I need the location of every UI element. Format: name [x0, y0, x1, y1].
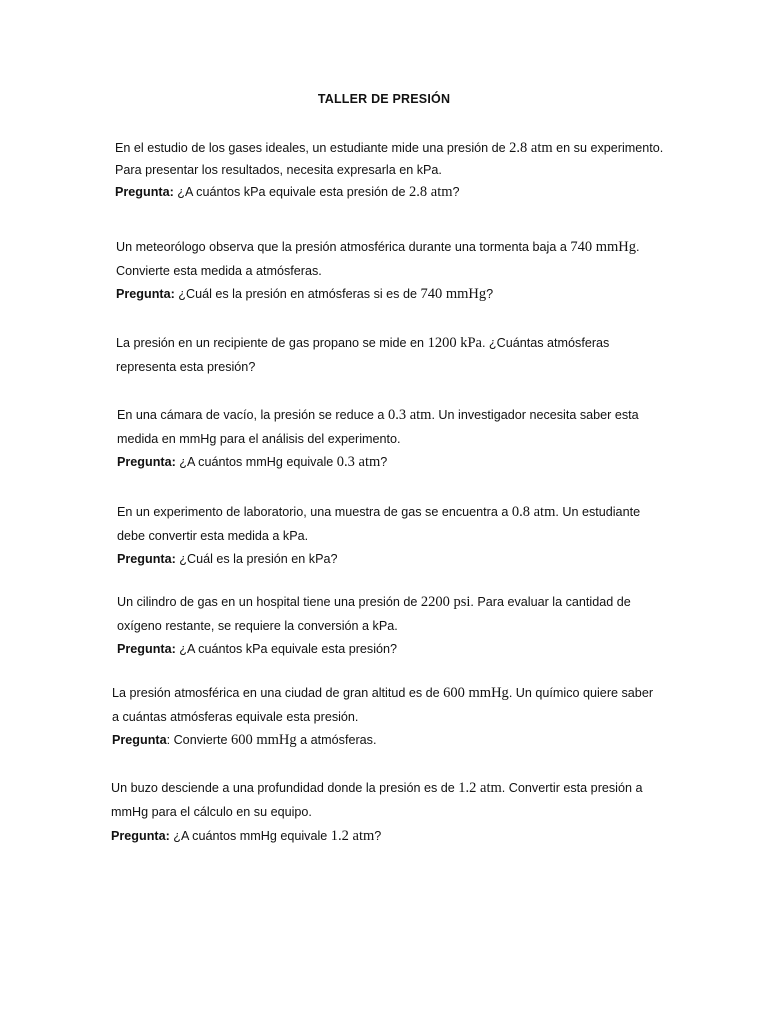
exercise-2	[116, 236, 640, 307]
question-label: Pregunta:	[111, 829, 170, 843]
text-run: : Convierte	[166, 733, 231, 747]
paragraph-line	[117, 404, 639, 428]
paragraph-line	[116, 355, 609, 379]
paragraph-line	[117, 548, 640, 572]
paragraph-line	[117, 638, 631, 662]
text-run: En una cámara de vacío, la presión se reduce a	[117, 408, 388, 422]
text-run: Un buzo desciende a una profundidad donde la presión es de	[111, 781, 459, 795]
math-value: 740 mmHg	[420, 286, 487, 302]
paragraph-line	[116, 260, 640, 284]
math-value: 2200 psi	[420, 594, 471, 610]
text-run: representa esta presión?	[116, 360, 256, 374]
question-label: Pregunta:	[117, 552, 176, 566]
text-run: ?	[374, 829, 382, 843]
math-value: 0.3 atm	[387, 407, 432, 423]
math-value: 1200 kPa	[427, 335, 482, 351]
text-run: en su experimento.	[552, 141, 664, 155]
paragraph-line	[112, 682, 653, 706]
text-run: ?	[452, 185, 460, 199]
text-run: ¿Cuál es la presión en kPa?	[175, 552, 338, 566]
text-run: En un experimento de laboratorio, una muestra de gas se encuentra a	[117, 505, 512, 519]
exercise-3	[116, 331, 609, 379]
text-run: Convierte esta medida a atmósferas.	[116, 263, 322, 278]
text-run: . ¿Cuántas atmósferas	[481, 336, 610, 350]
paragraph-line	[111, 824, 643, 848]
text-run: . Un químico quiere saber	[508, 686, 654, 700]
text-run: .	[636, 240, 640, 254]
math-value: 600 mmHg	[231, 732, 297, 748]
exercise-4	[117, 404, 639, 475]
text-run: Para presentar los resultados, necesita expresarla en kPa.	[115, 163, 442, 177]
text-run: ¿A cuántos kPa equivale esta presión de	[173, 185, 410, 199]
paragraph-line	[117, 501, 640, 525]
text-run: mmHg para el cálculo en su equipo.	[111, 805, 312, 819]
text-run: ?	[380, 455, 388, 469]
text-run: ¿Cuál es la presión en atmósferas si es de	[174, 287, 421, 301]
paragraph-line	[111, 800, 643, 824]
paragraph-line	[117, 591, 631, 615]
text-run: a atmósferas.	[296, 733, 377, 747]
math-value: 600 mmHg	[443, 685, 509, 701]
exercise-5	[117, 501, 640, 572]
paragraph-line	[116, 331, 609, 355]
math-value: 2.8 atm	[409, 184, 453, 200]
math-value: 1.2 atm	[330, 828, 375, 844]
paragraph-line	[115, 137, 663, 159]
text-run: La presión atmosférica en una ciudad de gran altitud es de	[112, 686, 444, 700]
paragraph-line	[116, 283, 640, 307]
exercise-1	[115, 137, 663, 203]
text-run: Un cilindro de gas en un hospital tiene una presión de	[117, 595, 421, 609]
paragraph-line	[117, 615, 631, 639]
text-run: ¿A cuántos mmHg equivale	[169, 829, 331, 843]
text-run: La presión en un recipiente de gas propano se mide en	[116, 336, 428, 350]
text-run: Un meteorólogo observa que la presión atmosférica durante una tormenta baja a	[116, 240, 571, 254]
exercise-8	[111, 776, 643, 848]
document-title: TALLER DE PRESIÓN	[317, 92, 451, 106]
text-run: . Un investigador necesita saber esta	[431, 408, 639, 422]
math-value: 740 mmHg	[570, 239, 637, 255]
paragraph-line	[115, 159, 663, 181]
question-label: Pregunta:	[115, 185, 174, 199]
text-run: En el estudio de los gases ideales, un estudiante mide una presión de	[115, 141, 510, 155]
paragraph-line	[117, 451, 639, 475]
question-label: Pregunta	[112, 733, 167, 747]
math-value: 1.2 atm	[458, 780, 502, 796]
exercise-7	[112, 682, 653, 753]
paragraph-line	[112, 706, 653, 730]
text-run: . Un estudiante	[555, 505, 641, 519]
paragraph-line	[112, 729, 653, 753]
text-run: . Convertir esta presión a	[501, 781, 643, 795]
paragraph-line	[117, 525, 640, 549]
text-run: ?	[486, 287, 494, 301]
paragraph-line	[111, 776, 643, 800]
paragraph-line	[115, 181, 663, 203]
math-value: 0.8 atm	[511, 504, 556, 520]
question-label: Pregunta:	[116, 287, 175, 301]
text-run: medida en mmHg para el análisis del experimento.	[117, 431, 401, 446]
question-label: Pregunta:	[117, 642, 176, 656]
math-value: 0.3 atm	[336, 454, 381, 470]
text-run: . Para evaluar la cantidad de	[470, 595, 631, 609]
exercise-6	[117, 591, 631, 662]
paragraph-line	[116, 236, 640, 260]
question-label: Pregunta:	[117, 455, 176, 469]
text-run: a cuántas atmósferas equivale esta presión.	[112, 709, 359, 724]
text-run: ¿A cuántos mmHg equivale	[175, 455, 337, 469]
math-value: 2.8 atm	[509, 140, 553, 156]
text-run: oxígeno restante, se requiere la conversión a kPa.	[117, 618, 398, 633]
text-run: debe convertir esta medida a kPa.	[117, 528, 309, 543]
text-run: ¿A cuántos kPa equivale esta presión?	[175, 642, 398, 656]
paragraph-line	[117, 428, 639, 452]
